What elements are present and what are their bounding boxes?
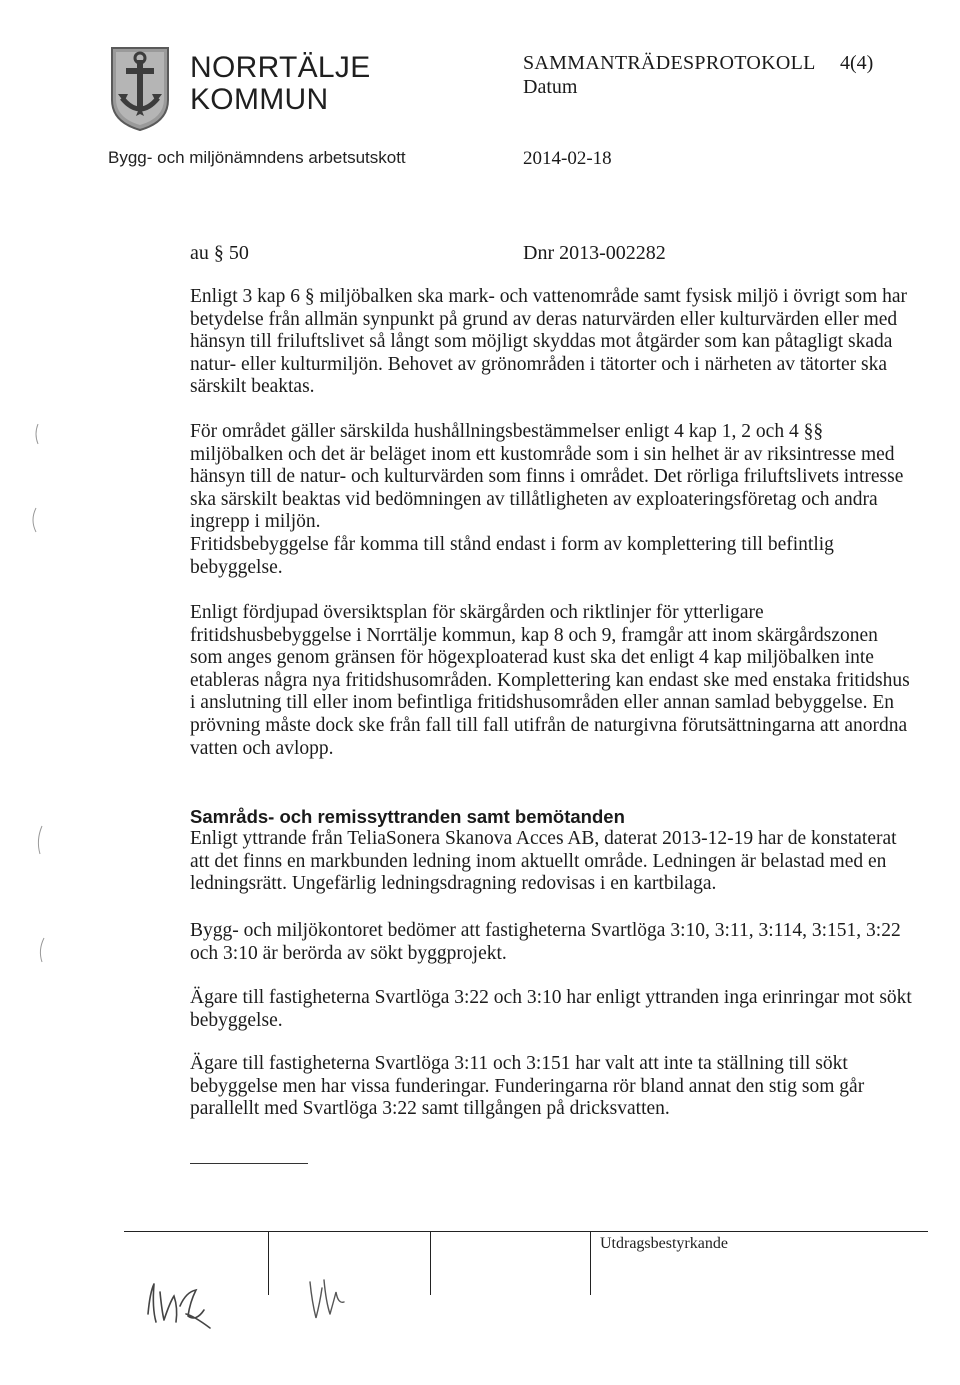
text-line: prövning måste dock ske från fall till fall utifrån de naturgivna förutsättningarna att anordna <box>190 714 908 736</box>
paragraph-owners-no-objection <box>190 987 915 1032</box>
case-number: Dnr 2013-002282 <box>523 242 666 264</box>
text-line: Ägare till fastigheterna Svartlöga 3:11 och 3:151 har valt att inte ta ställning till sökt <box>190 1053 848 1074</box>
text-line: Enligt 3 kap 6 § miljöbalken ska mark- och vattenområde samt fysisk miljö i övrigt som har <box>190 286 908 307</box>
text-line: särskilt beaktas. <box>190 376 315 398</box>
text-line: ska särskilt beaktas vid bedömningen av tillåtligheten av exploateringsföretag och andra <box>190 488 878 510</box>
text-line: hänsyn till friluftslivet så långt som möjligt skyddas mot åtgärder som kan påtagligt skada <box>190 331 893 353</box>
text-line: bebyggelse. <box>190 1009 283 1031</box>
section-heading: Samråds- och remissyttranden samt bemötanden <box>190 806 625 827</box>
paragraph-management-rules <box>190 421 915 579</box>
text-line: natur- eller kulturmiljön. Behovet av grönområden i tätorter och i närheten av tätorter ska <box>190 353 888 375</box>
page-number: 4(4) <box>840 52 874 74</box>
text-line: Enligt yttrande från TeliaSonera Skanova Acces AB, daterat 2013-12-19 har de konstaterat <box>190 828 897 849</box>
text-line: som anges genom gränsen för högexploaterad kust ska det enligt 4 kap miljöbalken inte <box>190 647 874 669</box>
table-top-border <box>124 1231 928 1232</box>
text-line: betydelse från allmän synpunkt på grund av deras naturvärden eller kulturvärden eller med <box>190 308 898 330</box>
text-line: etableras några nya fritidshusområden. Komplettering kan endast ske med enstaka fritidshus <box>190 669 910 691</box>
text-line: För området gäller särskilda hushållningsbestämmelser enligt 4 kap 1, 2 och 4 §§ <box>190 421 824 442</box>
text-line: Bygg- och miljökontoret bedömer att fastigheterna Svartlöga 3:10, 3:11, 3:114, 3:151, 3:22 <box>190 920 901 941</box>
text-line: i anslutning till eller inom befintliga fritidshusområden eller annan samlad bebyggelse. En <box>190 692 894 714</box>
org-name-line-2: KOMMUN <box>190 83 329 116</box>
text-line: och 3:10 är berörda av sökt byggprojekt. <box>190 942 507 964</box>
document-type: SAMMANTRÄDESPROTOKOLL <box>523 52 816 74</box>
paragraph-environmental-code <box>190 286 915 399</box>
paragraph-owners-concerns <box>190 1053 915 1121</box>
text-line: Fritidsbebyggelse får komma till stånd endast i form av komplettering till befintlig <box>190 533 834 555</box>
text-line: ingrepp i miljön. <box>190 511 321 533</box>
text-line: parallellt med Svartlöga 3:22 samt tillgången på dricksvatten. <box>190 1098 670 1120</box>
table-divider <box>430 1231 431 1295</box>
meeting-date: 2014-02-18 <box>523 148 612 169</box>
paragraph-teliasonera <box>190 828 915 896</box>
paragraph-affected-properties <box>190 920 915 965</box>
text-line: ledningsrätt. Ungefärlig ledningsdragning redovisas i en kartbilaga. <box>190 873 717 895</box>
certification-label: Utdragsbestyrkande <box>600 1235 728 1252</box>
scan-margin-marks <box>0 0 60 1000</box>
organization-name <box>190 52 371 116</box>
committee-name: Bygg- och miljönämndens arbetsutskott <box>108 148 406 167</box>
text-line: hänsyn till de natur- och kulturvärden som finns i området. Det rörliga friluftslivets intresse <box>190 466 904 488</box>
section-reference: au § 50 <box>190 242 249 264</box>
text-line: miljöbalken och det är beläget inom ett kustområde som i sin helhet är av riksintresse med <box>190 443 895 465</box>
date-label: Datum <box>523 76 578 98</box>
paragraph-comprehensive-plan <box>190 602 915 760</box>
municipality-logo-icon <box>108 44 172 132</box>
end-divider <box>190 1163 308 1164</box>
text-line: att det finns en markbunden ledning inom aktuellt område. Ledningen är belastad med en <box>190 850 887 872</box>
text-line: Enligt fördjupad översiktsplan för skärgården och riktlinjer för ytterligare <box>190 602 764 623</box>
text-line: bebyggelse men har vissa funderingar. Funderingarna rör bland annat den stig som går <box>190 1075 865 1097</box>
org-name-line-1: NORRTÄLJE <box>190 51 371 84</box>
text-line: vatten och avlopp. <box>190 737 334 759</box>
text-line: Ägare till fastigheterna Svartlöga 3:22 och 3:10 har enligt yttranden inga erinringar mot sökt <box>190 987 912 1008</box>
text-line: bebyggelse. <box>190 556 283 578</box>
text-line: fritidshusbebyggelse i Norrtälje kommun, kap 8 och 9, framgår att inom skärgårdszonen <box>190 624 878 646</box>
table-divider <box>590 1231 591 1295</box>
handwritten-signature-icon <box>140 1262 380 1342</box>
